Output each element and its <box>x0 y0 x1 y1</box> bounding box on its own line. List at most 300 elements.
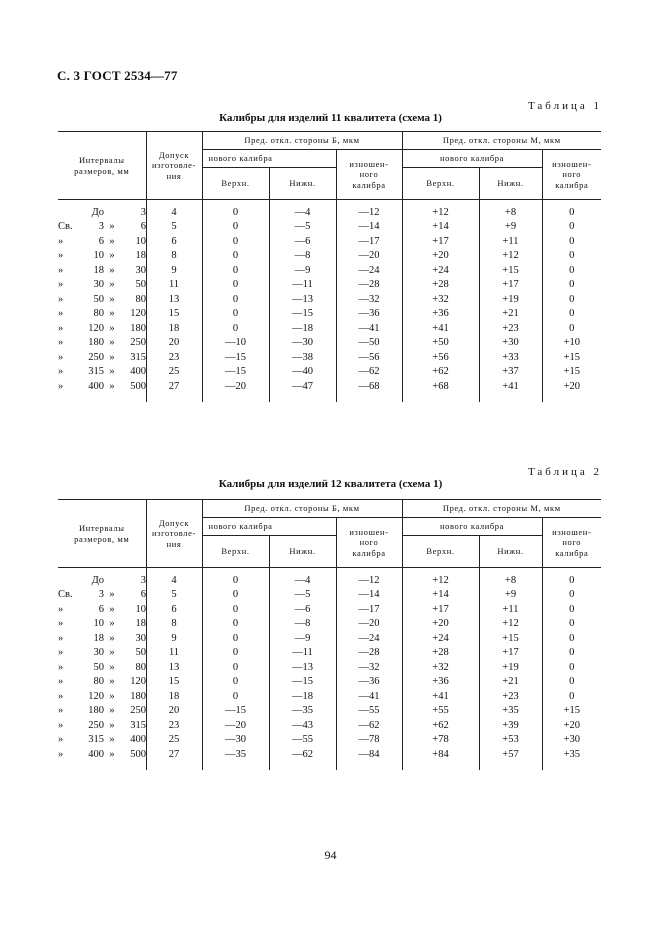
table-row <box>58 588 601 603</box>
m-lower-cell: +57 <box>479 747 542 770</box>
m-lower-cell: +35 <box>479 704 542 719</box>
b-upper-cell: 0 <box>202 200 269 220</box>
size-range-cell <box>58 278 146 293</box>
b-upper-cell: 0 <box>202 675 269 690</box>
range-part-p: » <box>58 380 64 392</box>
range-part-b: 6 <box>140 221 146 233</box>
range-part-a: 120 <box>88 690 104 702</box>
tolerance-cell: 20 <box>146 704 202 719</box>
m-lower-cell: +17 <box>479 646 542 661</box>
range-part-a: 50 <box>93 661 104 673</box>
b-upper-cell: 0 <box>202 234 269 249</box>
size-range-cell <box>58 675 146 690</box>
size-range-cell <box>58 292 146 307</box>
m-worn-cell: 0 <box>542 631 601 646</box>
m-lower-cell: +33 <box>479 350 542 365</box>
header-worn-b: изношен- ного калибра <box>336 518 402 568</box>
header-new-gauge-m: нового калибра <box>402 150 542 168</box>
m-upper-cell: +78 <box>402 733 479 748</box>
range-part-a: 30 <box>93 279 104 291</box>
table-row <box>58 747 601 770</box>
m-upper-cell: +20 <box>402 617 479 632</box>
tolerance-cell: 23 <box>146 718 202 733</box>
m-upper-cell: +17 <box>402 234 479 249</box>
b-lower-cell: —43 <box>269 718 336 733</box>
range-part-m: » <box>109 734 115 746</box>
table-row <box>58 718 601 733</box>
table-1-title: Калибры для изделий 11 квалитета (схема 1) <box>219 112 442 124</box>
header-side-m: Пред. откл. стороны М, мкм <box>402 132 601 150</box>
b-upper-cell: 0 <box>202 321 269 336</box>
b-upper-cell: —20 <box>202 379 269 402</box>
range-part-a: 3 <box>98 221 104 233</box>
range-part-p: » <box>58 351 64 363</box>
b-worn-cell: —62 <box>336 718 402 733</box>
m-lower-cell: +8 <box>479 200 542 220</box>
b-upper-cell: 0 <box>202 292 269 307</box>
range-part-m: » <box>109 618 115 630</box>
header-side-b: Пред. откл. стороны Б, мкм <box>202 500 402 518</box>
range-part-p: » <box>58 264 64 276</box>
range-part-a: До <box>91 206 104 218</box>
b-worn-cell: —12 <box>336 200 402 220</box>
range-part-b: 50 <box>135 279 146 291</box>
range-part-p: » <box>58 661 64 673</box>
b-lower-cell: —9 <box>269 631 336 646</box>
b-worn-cell: —12 <box>336 568 402 588</box>
m-lower-cell: +15 <box>479 631 542 646</box>
tolerance-cell: 27 <box>146 747 202 770</box>
size-range-cell <box>58 568 146 588</box>
b-worn-cell: —56 <box>336 350 402 365</box>
table-row <box>58 365 601 380</box>
header-side-b: Пред. откл. стороны Б, мкм <box>202 132 402 150</box>
size-range-cell <box>58 747 146 770</box>
m-lower-cell: +9 <box>479 588 542 603</box>
m-lower-cell: +53 <box>479 733 542 748</box>
b-lower-cell: —47 <box>269 379 336 402</box>
table-row <box>58 234 601 249</box>
b-upper-cell: 0 <box>202 617 269 632</box>
b-worn-cell: —41 <box>336 321 402 336</box>
table-row <box>58 733 601 748</box>
range-part-m: » <box>109 337 115 349</box>
range-part-m: » <box>109 603 115 615</box>
b-upper-cell: —15 <box>202 704 269 719</box>
m-worn-cell: +20 <box>542 379 601 402</box>
tolerance-cell: 9 <box>146 631 202 646</box>
range-part-b: 500 <box>130 380 146 392</box>
m-upper-cell: +62 <box>402 718 479 733</box>
m-upper-cell: +32 <box>402 660 479 675</box>
b-upper-cell: 0 <box>202 220 269 235</box>
m-worn-cell: +35 <box>542 747 601 770</box>
range-part-a: 315 <box>88 734 104 746</box>
range-part-b: 6 <box>140 589 146 601</box>
table-2-body <box>58 568 601 770</box>
m-worn-cell: 0 <box>542 278 601 293</box>
size-range-cell <box>58 704 146 719</box>
m-upper-cell: +12 <box>402 200 479 220</box>
table-row <box>58 200 601 220</box>
table-row <box>58 336 601 351</box>
page-header: С. 3 ГОСТ 2534—77 <box>57 68 178 83</box>
range-part-a: 10 <box>93 618 104 630</box>
m-lower-cell: +30 <box>479 336 542 351</box>
m-lower-cell: +23 <box>479 321 542 336</box>
range-part-a: 315 <box>88 366 104 378</box>
b-upper-cell: 0 <box>202 249 269 264</box>
m-lower-cell: +19 <box>479 660 542 675</box>
tolerance-cell: 23 <box>146 350 202 365</box>
table-2-number: Таблица 2 <box>527 466 602 478</box>
b-upper-cell: —20 <box>202 718 269 733</box>
range-part-a: 10 <box>93 250 104 262</box>
tolerance-cell: 8 <box>146 249 202 264</box>
b-lower-cell: —4 <box>269 200 336 220</box>
m-upper-cell: +41 <box>402 321 479 336</box>
range-part-m: » <box>109 748 115 760</box>
m-upper-cell: +32 <box>402 292 479 307</box>
range-part-p: Св. <box>58 589 73 601</box>
range-part-a: 180 <box>88 337 104 349</box>
range-part-m: » <box>109 279 115 291</box>
b-worn-cell: —24 <box>336 631 402 646</box>
m-upper-cell: +62 <box>402 365 479 380</box>
b-worn-cell: —28 <box>336 278 402 293</box>
b-upper-cell: —15 <box>202 365 269 380</box>
header-new-gauge-b: нового калибра <box>202 150 336 168</box>
size-range-cell <box>58 660 146 675</box>
size-range-cell <box>58 307 146 322</box>
tolerance-cell: 4 <box>146 200 202 220</box>
m-worn-cell: 0 <box>542 646 601 661</box>
size-range-cell <box>58 617 146 632</box>
b-worn-cell: —78 <box>336 733 402 748</box>
m-worn-cell: 0 <box>542 200 601 220</box>
size-range-cell <box>58 602 146 617</box>
b-worn-cell: —36 <box>336 675 402 690</box>
header-upper-b: Верхн. <box>202 168 269 200</box>
table-row <box>58 602 601 617</box>
b-worn-cell: —14 <box>336 220 402 235</box>
range-part-a: 50 <box>93 293 104 305</box>
b-lower-cell: —15 <box>269 307 336 322</box>
size-range-cell <box>58 646 146 661</box>
b-upper-cell: 0 <box>202 588 269 603</box>
range-part-b: 3 <box>140 206 146 218</box>
range-part-a: 250 <box>88 719 104 731</box>
tolerance-cell: 25 <box>146 733 202 748</box>
m-worn-cell: 0 <box>542 675 601 690</box>
header-new-gauge-m: нового калибра <box>402 518 542 536</box>
range-part-m: » <box>109 589 115 601</box>
table-row <box>58 292 601 307</box>
b-lower-cell: —18 <box>269 321 336 336</box>
table-row <box>58 263 601 278</box>
range-part-p: » <box>58 719 64 731</box>
header-lower-m: Нижн. <box>479 168 542 200</box>
range-part-m: » <box>109 322 115 334</box>
range-part-p: » <box>58 250 64 262</box>
m-lower-cell: +21 <box>479 307 542 322</box>
size-range-cell <box>58 365 146 380</box>
range-part-b: 500 <box>130 748 146 760</box>
size-range-cell <box>58 631 146 646</box>
m-lower-cell: +23 <box>479 689 542 704</box>
b-worn-cell: —28 <box>336 646 402 661</box>
range-part-a: 400 <box>88 748 104 760</box>
table-row <box>58 617 601 632</box>
range-part-p: » <box>58 705 64 717</box>
header-worn-m: изношен- ного калибра <box>542 150 601 200</box>
header-new-gauge-b: нового калибра <box>202 518 336 536</box>
b-worn-cell: —36 <box>336 307 402 322</box>
range-part-b: 250 <box>130 705 146 717</box>
table-1 <box>58 131 601 402</box>
m-upper-cell: +14 <box>402 220 479 235</box>
range-part-b: 250 <box>130 337 146 349</box>
m-lower-cell: +15 <box>479 263 542 278</box>
range-part-b: 120 <box>130 676 146 688</box>
range-part-m: » <box>109 676 115 688</box>
b-lower-cell: —6 <box>269 234 336 249</box>
tolerance-cell: 5 <box>146 588 202 603</box>
range-part-p: » <box>58 618 64 630</box>
header-worn-m: изношен- ного калибра <box>542 518 601 568</box>
m-upper-cell: +24 <box>402 263 479 278</box>
m-worn-cell: 0 <box>542 568 601 588</box>
range-part-m: » <box>109 380 115 392</box>
range-part-p: » <box>58 322 64 334</box>
b-lower-cell: —15 <box>269 675 336 690</box>
m-lower-cell: +12 <box>479 249 542 264</box>
tolerance-cell: 15 <box>146 675 202 690</box>
size-range-cell <box>58 220 146 235</box>
table-row <box>58 660 601 675</box>
m-lower-cell: +11 <box>479 234 542 249</box>
size-range-cell <box>58 200 146 220</box>
b-lower-cell: —30 <box>269 336 336 351</box>
m-worn-cell: +15 <box>542 365 601 380</box>
range-part-a: 6 <box>98 603 104 615</box>
m-upper-cell: +41 <box>402 689 479 704</box>
m-upper-cell: +36 <box>402 675 479 690</box>
b-lower-cell: —6 <box>269 602 336 617</box>
b-upper-cell: 0 <box>202 689 269 704</box>
range-part-a: 30 <box>93 647 104 659</box>
range-part-a: 400 <box>88 380 104 392</box>
m-lower-cell: +8 <box>479 568 542 588</box>
m-upper-cell: +50 <box>402 336 479 351</box>
b-lower-cell: —11 <box>269 278 336 293</box>
range-part-b: 400 <box>130 366 146 378</box>
table-2 <box>58 499 601 770</box>
size-range-cell <box>58 379 146 402</box>
header-upper-b: Верхн. <box>202 536 269 568</box>
b-lower-cell: —55 <box>269 733 336 748</box>
size-range-cell <box>58 321 146 336</box>
b-lower-cell: —62 <box>269 747 336 770</box>
range-part-b: 315 <box>130 719 146 731</box>
header-side-m: Пред. откл. стороны М, мкм <box>402 500 601 518</box>
range-part-a: 120 <box>88 322 104 334</box>
range-part-p: » <box>58 308 64 320</box>
m-lower-cell: +19 <box>479 292 542 307</box>
m-worn-cell: 0 <box>542 249 601 264</box>
b-upper-cell: 0 <box>202 660 269 675</box>
size-range-cell <box>58 336 146 351</box>
range-part-b: 80 <box>135 293 146 305</box>
tolerance-cell: 25 <box>146 365 202 380</box>
b-lower-cell: —40 <box>269 365 336 380</box>
tolerance-cell: 18 <box>146 321 202 336</box>
b-lower-cell: —13 <box>269 292 336 307</box>
b-lower-cell: —38 <box>269 350 336 365</box>
range-part-p: » <box>58 279 64 291</box>
m-upper-cell: +12 <box>402 568 479 588</box>
header-upper-m: Верхн. <box>402 536 479 568</box>
table-row <box>58 568 601 588</box>
table-1-body <box>58 200 601 402</box>
size-range-cell <box>58 249 146 264</box>
header-worn-b: изношен- ного калибра <box>336 150 402 200</box>
range-part-b: 180 <box>130 690 146 702</box>
b-worn-cell: —17 <box>336 602 402 617</box>
header-lower-b: Нижн. <box>269 536 336 568</box>
m-worn-cell: +30 <box>542 733 601 748</box>
header-lower-b: Нижн. <box>269 168 336 200</box>
b-worn-cell: —14 <box>336 588 402 603</box>
m-upper-cell: +36 <box>402 307 479 322</box>
tolerance-cell: 8 <box>146 617 202 632</box>
table-row <box>58 631 601 646</box>
size-range-cell <box>58 234 146 249</box>
m-worn-cell: 0 <box>542 307 601 322</box>
range-part-a: 250 <box>88 351 104 363</box>
table-row <box>58 307 601 322</box>
m-upper-cell: +17 <box>402 602 479 617</box>
range-part-b: 180 <box>130 322 146 334</box>
b-worn-cell: —17 <box>336 234 402 249</box>
range-part-p: » <box>58 632 64 644</box>
range-part-b: 120 <box>130 308 146 320</box>
range-part-p: » <box>58 647 64 659</box>
range-part-p: » <box>58 235 64 247</box>
m-worn-cell: +15 <box>542 350 601 365</box>
size-range-cell <box>58 689 146 704</box>
m-upper-cell: +84 <box>402 747 479 770</box>
range-part-m: » <box>109 632 115 644</box>
b-lower-cell: —5 <box>269 588 336 603</box>
header-upper-m: Верхн. <box>402 168 479 200</box>
range-part-p: » <box>58 603 64 615</box>
range-part-b: 3 <box>140 574 146 586</box>
table-row <box>58 220 601 235</box>
header-intervals: Интервалы размеров, мм <box>58 132 146 200</box>
table-row <box>58 646 601 661</box>
range-part-p: » <box>58 734 64 746</box>
range-part-m: » <box>109 647 115 659</box>
range-part-b: 315 <box>130 351 146 363</box>
tolerance-cell: 5 <box>146 220 202 235</box>
b-lower-cell: —13 <box>269 660 336 675</box>
range-part-p: » <box>58 337 64 349</box>
range-part-m: » <box>109 250 115 262</box>
size-range-cell <box>58 588 146 603</box>
b-upper-cell: 0 <box>202 602 269 617</box>
b-worn-cell: —32 <box>336 292 402 307</box>
b-worn-cell: —68 <box>336 379 402 402</box>
size-range-cell <box>58 718 146 733</box>
table-2-title: Калибры для изделий 12 квалитета (схема 1) <box>218 478 443 490</box>
header-tolerance: Допуск изготовле- ния <box>146 132 202 200</box>
range-part-m: » <box>109 221 115 233</box>
b-worn-cell: —41 <box>336 689 402 704</box>
b-upper-cell: 0 <box>202 263 269 278</box>
b-lower-cell: —8 <box>269 249 336 264</box>
b-worn-cell: —55 <box>336 704 402 719</box>
header-tolerance: Допуск изготовле- ния <box>146 500 202 568</box>
b-worn-cell: —84 <box>336 747 402 770</box>
range-part-b: 400 <box>130 734 146 746</box>
table-row <box>58 249 601 264</box>
m-upper-cell: +24 <box>402 631 479 646</box>
b-upper-cell: 0 <box>202 631 269 646</box>
m-worn-cell: +20 <box>542 718 601 733</box>
m-upper-cell: +14 <box>402 588 479 603</box>
range-part-m: » <box>109 719 115 731</box>
b-worn-cell: —32 <box>336 660 402 675</box>
range-part-m: » <box>109 366 115 378</box>
b-upper-cell: 0 <box>202 307 269 322</box>
range-part-m: » <box>109 690 115 702</box>
m-worn-cell: 0 <box>542 617 601 632</box>
tolerance-cell: 15 <box>146 307 202 322</box>
m-worn-cell: 0 <box>542 321 601 336</box>
range-part-p: » <box>58 366 64 378</box>
header-lower-m: Нижн. <box>479 536 542 568</box>
range-part-b: 18 <box>135 250 146 262</box>
range-part-a: 80 <box>93 676 104 688</box>
tolerance-cell: 6 <box>146 234 202 249</box>
tolerance-cell: 13 <box>146 292 202 307</box>
page-number: 94 <box>324 848 337 862</box>
b-worn-cell: —24 <box>336 263 402 278</box>
m-lower-cell: +41 <box>479 379 542 402</box>
b-lower-cell: —5 <box>269 220 336 235</box>
b-upper-cell: —30 <box>202 733 269 748</box>
m-lower-cell: +37 <box>479 365 542 380</box>
range-part-m: » <box>109 293 115 305</box>
range-part-m: » <box>109 264 115 276</box>
range-part-a: До <box>91 574 104 586</box>
b-lower-cell: —8 <box>269 617 336 632</box>
m-worn-cell: 0 <box>542 220 601 235</box>
range-part-b: 50 <box>135 647 146 659</box>
range-part-b: 18 <box>135 618 146 630</box>
range-part-a: 18 <box>93 264 104 276</box>
tolerance-cell: 9 <box>146 263 202 278</box>
m-worn-cell: 0 <box>542 689 601 704</box>
m-lower-cell: +17 <box>479 278 542 293</box>
range-part-a: 18 <box>93 632 104 644</box>
tolerance-cell: 20 <box>146 336 202 351</box>
m-upper-cell: +56 <box>402 350 479 365</box>
m-lower-cell: +11 <box>479 602 542 617</box>
m-worn-cell: 0 <box>542 602 601 617</box>
range-part-b: 30 <box>135 632 146 644</box>
